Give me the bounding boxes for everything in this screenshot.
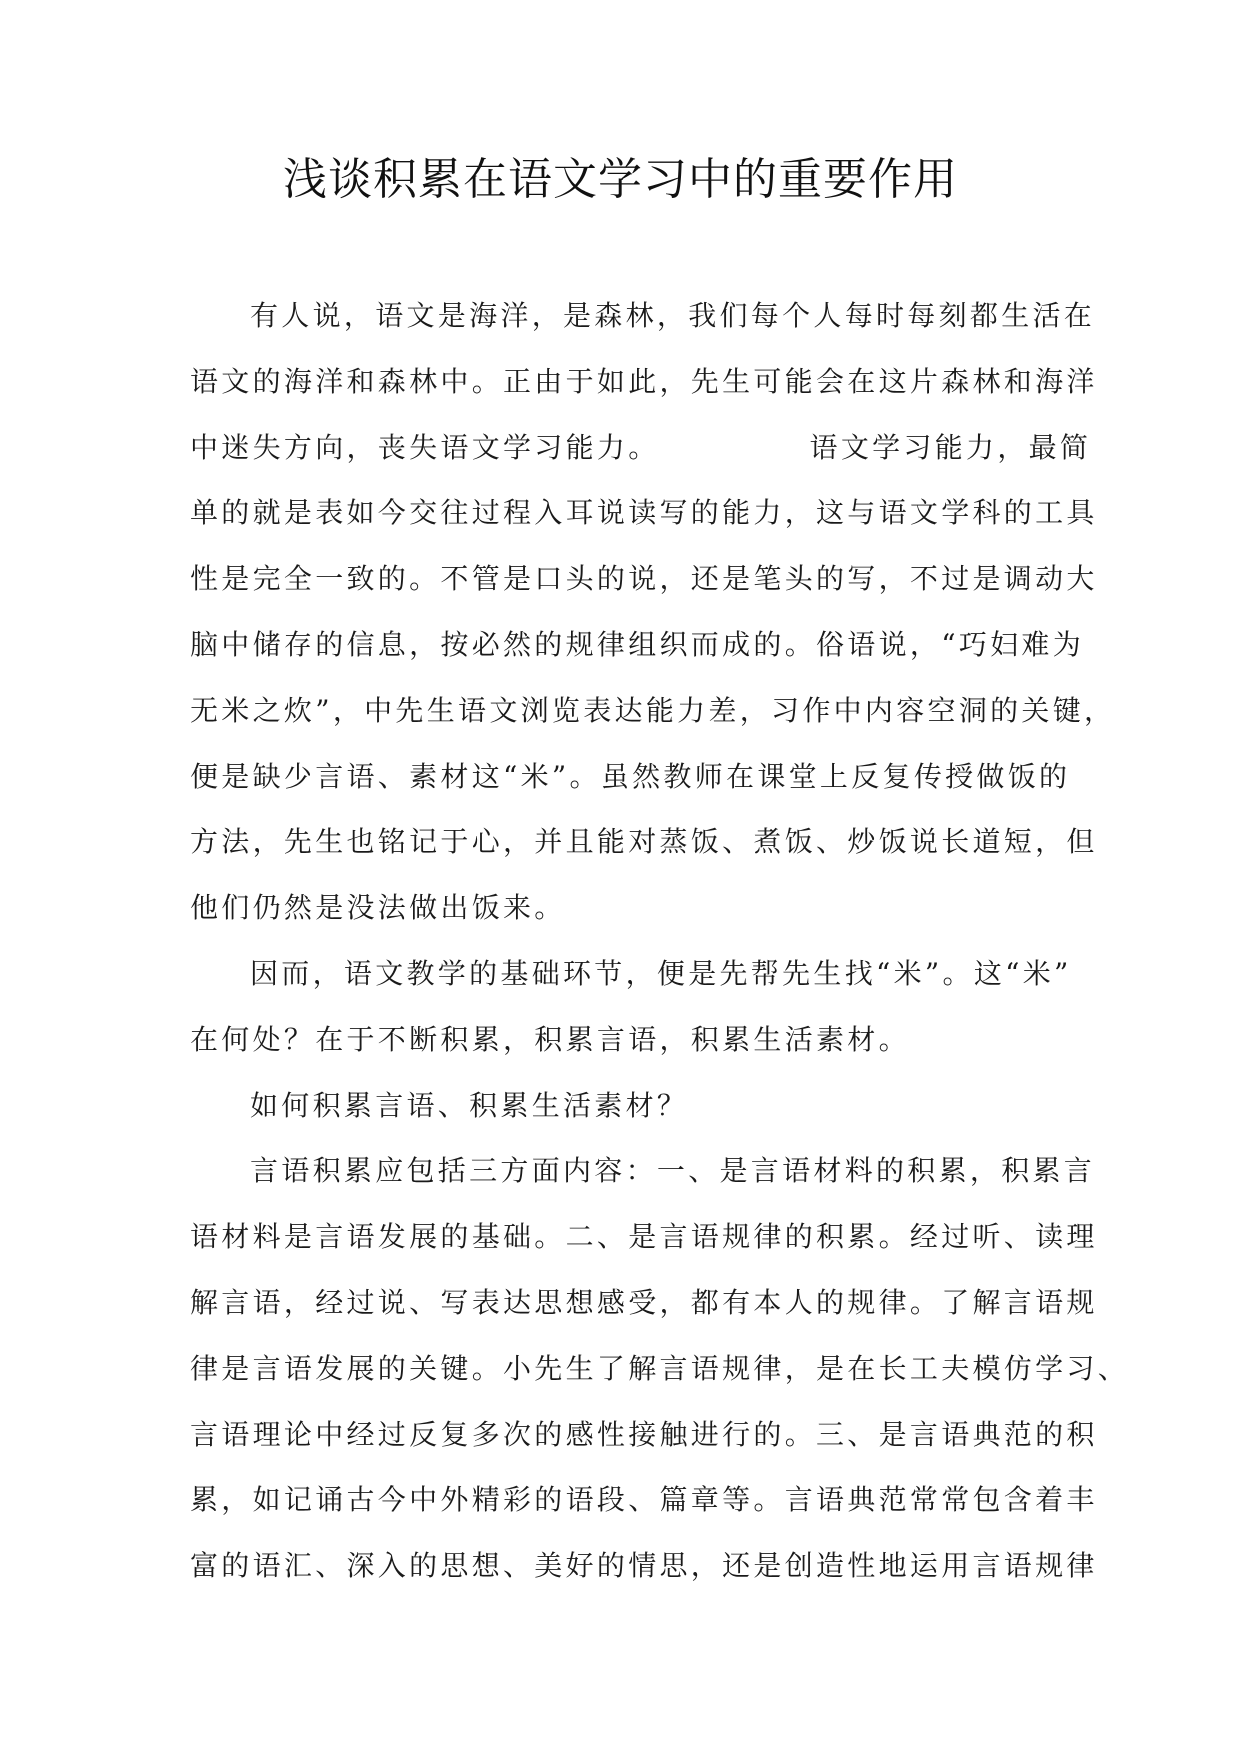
text-line-6: 脑中储存的信息，按必然的规律组织而成的。俗语说，“巧妇难为: [190, 627, 1085, 661]
text-line-19: 累，如记诵古今中外精彩的语段、篇章等。言语典范常常包含着丰: [190, 1483, 1098, 1517]
text-line-15: 语材料是言语发展的基础。二、是言语规律的积累。经过听、读理: [190, 1220, 1098, 1254]
text-line-18: 言语理论中经过反复多次的感性接触进行的。三、是言语典范的积: [190, 1417, 1098, 1451]
text-line-17: 律是言语发展的关键。小先生了解言语规律，是在长工夫模仿学习、: [190, 1351, 1130, 1385]
text-line-14: 言语积累应包括三方面内容：一、是言语材料的积累，积累言: [250, 1154, 1096, 1188]
text-line-10: 他们仍然是没法做出饭来。: [190, 891, 566, 925]
text-line-2: 语文的海洋和森林中。正由于如此，先生可能会在这片森林和海洋: [190, 364, 1098, 398]
text-line-3-part-2: 语文学习能力，最简: [809, 430, 1092, 464]
text-line-11: 因而，语文教学的基础环节，便是先帮先生找“米”。这“米”: [250, 956, 1072, 990]
text-line-20: 富的语汇、深入的思想、美好的情思，还是创造性地运用言语规律: [190, 1549, 1098, 1583]
document-body: [190, 283, 1130, 1599]
text-line-13: 如何积累言语、积累生活素材？: [250, 1088, 689, 1122]
text-line-4: 单的就是表如今交往过程入耳说读写的能力，这与语文学科的工具: [190, 496, 1098, 530]
text-line-3: [190, 415, 1092, 481]
text-line-3-part-1: 中迷失方向，丧失语文学习能力。: [190, 430, 660, 464]
text-line-16: 解言语，经过说、写表达思想感受，都有本人的规律。了解言语规: [190, 1285, 1098, 1319]
document-title: 浅谈积累在语文学习中的重要作用: [283, 154, 958, 205]
text-line-9: 方法，先生也铭记于心，并且能对蒸饭、煮饭、炒饭说长道短，但: [190, 825, 1098, 859]
text-line-8: 便是缺少言语、素材这“米”。虽然教师在课堂上反复传授做饭的: [190, 759, 1071, 793]
text-line-12: 在何处？在于不断积累，积累言语，积累生活素材。: [190, 1022, 910, 1056]
text-line-5: 性是完全一致的。不管是口头的说，还是笔头的写，不过是调动大: [190, 562, 1098, 596]
text-line-7: 无米之炊”，中先生语文浏览表达能力差，习作中内容空洞的关键，: [190, 693, 1116, 727]
text-line-1: 有人说，语文是海洋，是森林，我们每个人每时每刻都生活在: [250, 299, 1096, 332]
